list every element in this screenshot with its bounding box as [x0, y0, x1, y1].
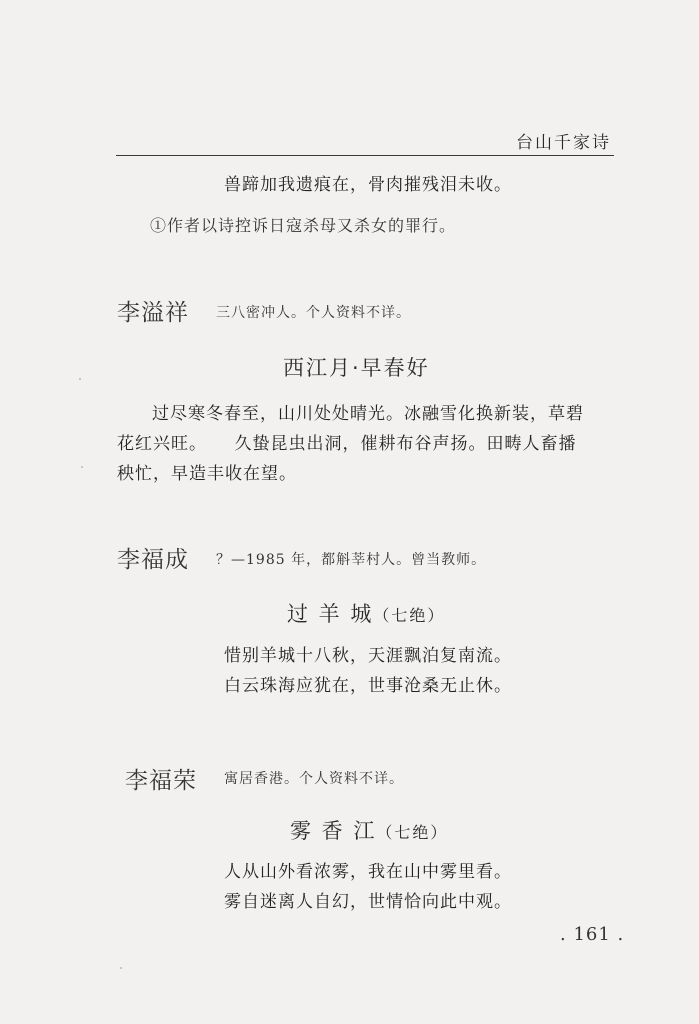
author-name: 李溢祥 — [117, 300, 189, 326]
footnote: ①作者以诗控诉日寇杀母又杀女的罪行。 — [150, 216, 457, 235]
poem-title — [290, 815, 448, 845]
author-note: 寓居香港。个人资料不详。 — [224, 771, 404, 787]
scan-speck — [79, 378, 81, 380]
poem-title-text: 雾 香 江 — [290, 819, 377, 843]
poem-title-text: 西江月·早春好 — [283, 356, 430, 380]
poem-line: 秧忙，早造丰收在望。 — [117, 464, 297, 484]
poem-line: 惜别羊城十八秋，天涯飘泊复南流。 — [224, 646, 512, 666]
poem-title-text: 过 羊 城 — [287, 602, 374, 626]
poem-line: 雾自迷离人自幻，世情恰向此中观。 — [224, 892, 512, 912]
poem-title — [287, 598, 445, 628]
poem-form: （七绝） — [376, 823, 449, 842]
poem-line: 花红兴旺。 久蛰昆虫出洞，催耕布谷声扬。田畴人畜播 — [117, 434, 577, 454]
continuation-line: 兽蹄加我遗痕在，骨肉摧残泪未收。 — [224, 175, 512, 195]
author-note: ？—1985 年，都斛莘村人。曾当教师。 — [216, 552, 487, 568]
header-rule — [116, 155, 614, 156]
author-name: 李福荣 — [125, 768, 197, 794]
poem-line: 过尽寒冬春至，山川处处晴光。冰融雪化换新装，草碧 — [152, 404, 584, 424]
author-note: 三八密冲人。个人资料不详。 — [216, 305, 411, 321]
poem-line: 白云珠海应犹在，世事沧桑无止休。 — [224, 676, 512, 696]
poem-title — [283, 352, 430, 382]
book-title: 台山千家诗 — [516, 133, 611, 153]
page-number: . 161 . — [560, 924, 625, 945]
poem-form: （七绝） — [373, 606, 446, 625]
poem-line: 人从山外看浓雾，我在山中雾里看。 — [224, 862, 512, 882]
scan-speck — [81, 466, 83, 468]
scan-speck — [120, 967, 122, 969]
author-name: 李福成 — [117, 547, 189, 573]
